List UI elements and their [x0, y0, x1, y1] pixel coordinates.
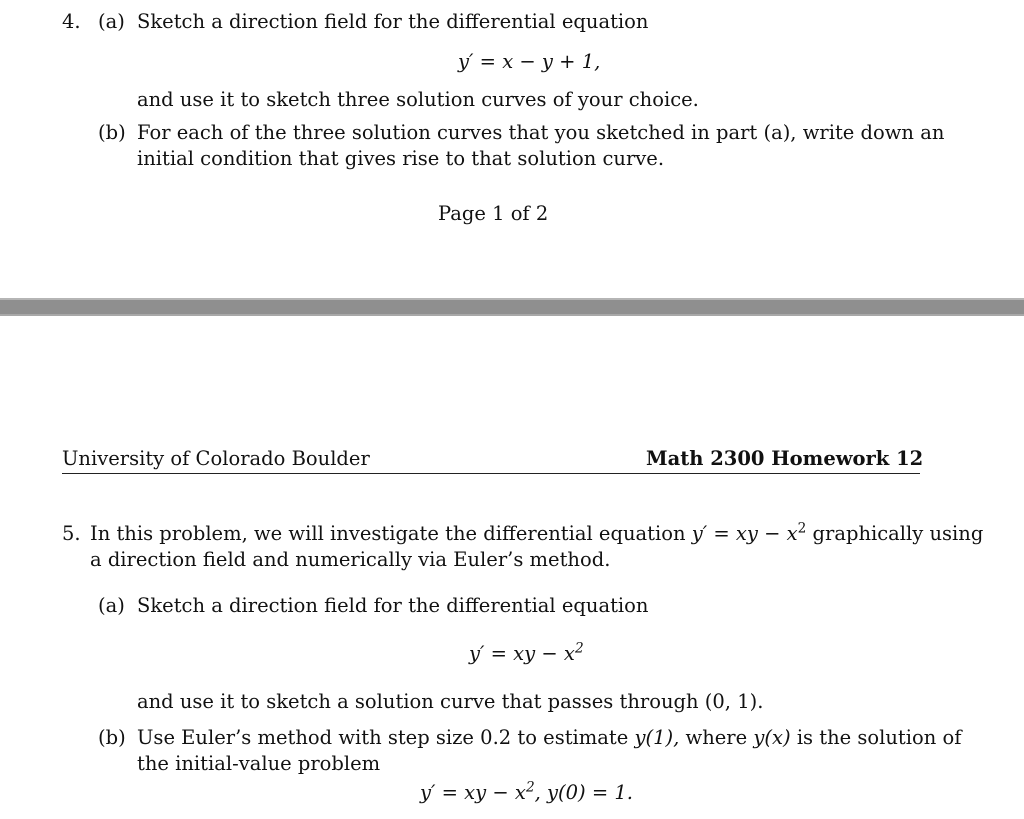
problem-5a-continuation — [137, 690, 763, 713]
intro-superscript: 2 — [797, 520, 807, 537]
part-b-text-b: is the solution of — [796, 726, 962, 749]
ivp-body: y′ = xy − x — [420, 781, 526, 804]
ivp-initial: , y(0) = 1. — [534, 781, 634, 804]
problem-4b-line1: For each of the three solution curves that you sketched in part (a), write down an — [137, 121, 945, 144]
problem-4b-label: (b) — [98, 121, 126, 144]
equation-5-body: y′ = xy − x — [469, 642, 575, 665]
problem-5b-line1 — [137, 726, 961, 749]
header-rule — [62, 473, 920, 474]
problem-4a-text: Sketch a direction field for the differential equation — [137, 10, 649, 33]
part-a-cont-text: and use it to sketch a solution curve that passes through — [137, 690, 699, 713]
intro-text-b: graphically using — [812, 522, 984, 545]
intro-text-a: In this problem, we will investigate the differential equation — [90, 522, 686, 545]
problem-5-intro-line2: a direction field and numerically via Euler’s method. — [90, 548, 611, 571]
part-b-y1: y(1), — [634, 726, 680, 749]
intro-equation: y′ = xy − x — [691, 522, 798, 545]
problem-4a-continuation: and use it to sketch three solution curves of your choice. — [137, 88, 699, 111]
ivp-equation — [420, 781, 633, 804]
equation-lhs: y′ — [458, 50, 474, 73]
page-footer: Page 1 of 2 — [438, 202, 549, 225]
part-b-text-a: Use Euler’s method with step size 0.2 to estimate — [137, 726, 629, 749]
problem-4b-line2: initial condition that gives rise to that solution curve. — [137, 147, 665, 170]
problem-5-intro-line1 — [90, 522, 983, 545]
problem-4-equation — [458, 50, 600, 73]
part-b-where: where — [685, 726, 748, 749]
header-course: Math 2300 Homework 12 — [646, 447, 924, 470]
problem-5-number: 5. — [62, 522, 81, 545]
part-a-point: (0, 1). — [704, 690, 764, 713]
part-b-yx: y(x) — [753, 726, 791, 749]
problem-4-number: 4. — [62, 10, 81, 33]
problem-5a-text: Sketch a direction field for the differential equation — [137, 594, 649, 617]
problem-5-equation — [469, 642, 584, 665]
problem-4a-label: (a) — [98, 10, 125, 33]
problem-5a-label: (a) — [98, 594, 125, 617]
ivp-superscript: 2 — [525, 779, 535, 796]
equation-rhs: x − y + 1, — [502, 50, 601, 73]
header-university: University of Colorado Boulder — [62, 447, 370, 470]
page-separator — [0, 298, 1024, 316]
problem-5b-label: (b) — [98, 726, 126, 749]
equation-equals: = — [479, 50, 496, 73]
problem-5b-line2: the initial-value problem — [137, 752, 381, 775]
equation-5-superscript: 2 — [574, 640, 584, 657]
